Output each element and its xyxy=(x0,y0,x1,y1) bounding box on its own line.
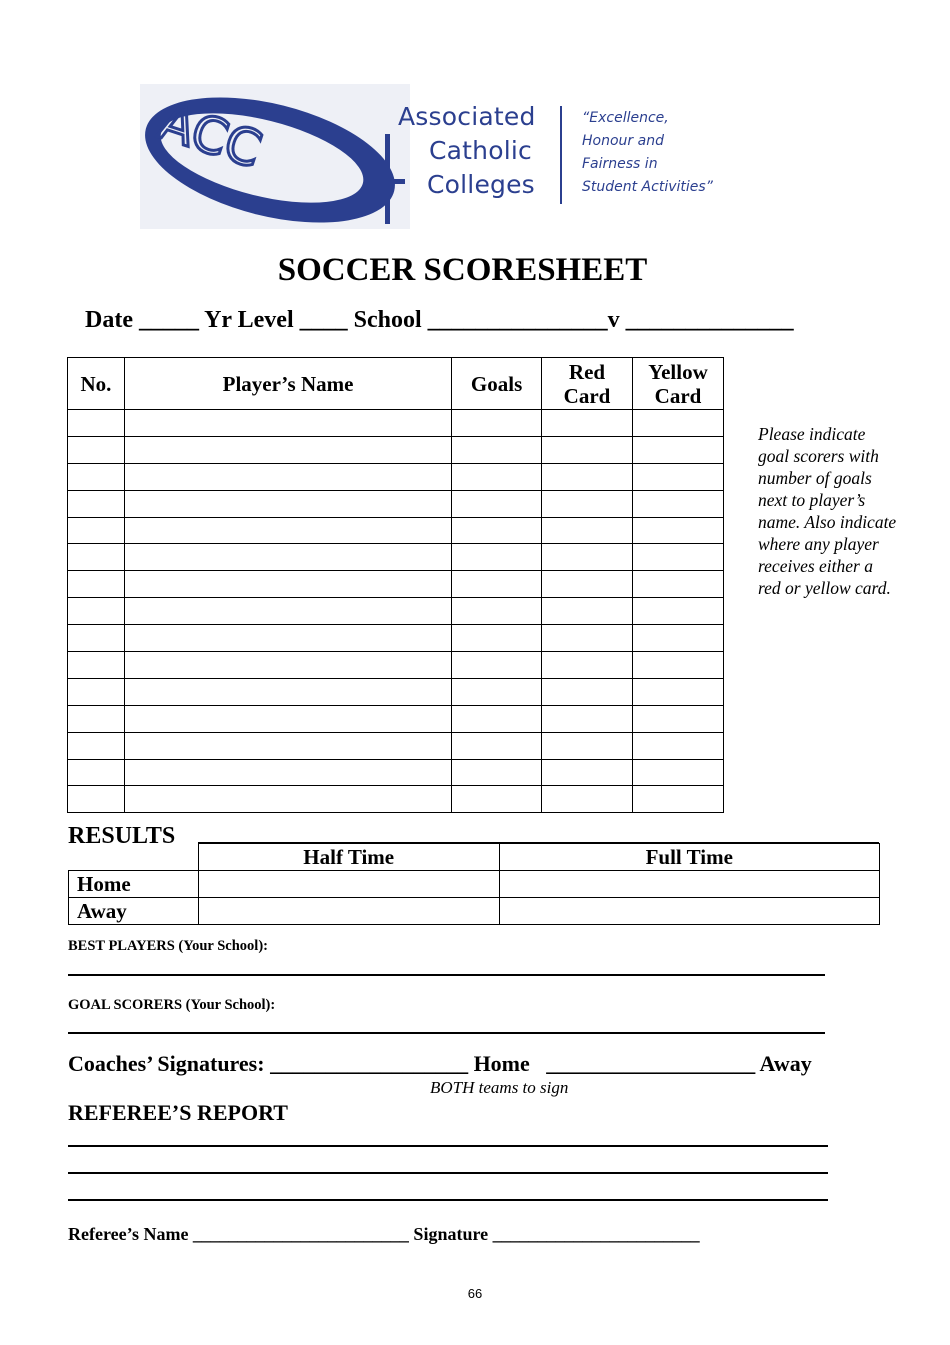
org-name-line-2: Catholic xyxy=(429,136,532,165)
player-name-cell[interactable] xyxy=(124,678,451,705)
player-number-cell[interactable] xyxy=(68,544,125,571)
player-table xyxy=(67,357,724,813)
player-number-cell[interactable] xyxy=(68,759,125,786)
row-label-away: Away xyxy=(69,898,199,925)
col-header-yellow-card: Yellow Card xyxy=(633,358,724,410)
home-full-time-cell[interactable] xyxy=(499,871,880,898)
player-row xyxy=(68,732,724,759)
goals-cell[interactable] xyxy=(452,759,542,786)
yellow-card-cell[interactable] xyxy=(633,436,724,463)
motto-line-1: “Excellence, xyxy=(582,110,669,126)
motto-line-4: Student Activities” xyxy=(582,179,713,195)
page-title: SOCCER SCORESHEET xyxy=(277,252,648,288)
player-number-cell[interactable] xyxy=(68,705,125,732)
player-row xyxy=(68,705,724,732)
goals-cell[interactable] xyxy=(452,625,542,652)
player-row xyxy=(68,490,724,517)
player-name-cell[interactable] xyxy=(124,705,451,732)
acc-monogram-icon xyxy=(140,84,410,229)
player-row xyxy=(68,544,724,571)
red-card-cell[interactable] xyxy=(542,436,633,463)
best-players-label: BEST PLAYERS (Your School): xyxy=(68,938,268,954)
red-card-cell[interactable] xyxy=(542,463,633,490)
goals-cell[interactable] xyxy=(452,544,542,571)
logo-divider xyxy=(560,106,562,204)
org-name-line-3: Colleges xyxy=(427,170,535,199)
results-table xyxy=(68,843,880,925)
red-card-cell[interactable] xyxy=(542,598,633,625)
player-name-cell[interactable] xyxy=(124,571,451,598)
player-number-cell[interactable] xyxy=(68,652,125,679)
player-row xyxy=(68,625,724,652)
player-number-cell[interactable] xyxy=(68,463,125,490)
player-name-cell[interactable] xyxy=(124,625,451,652)
col-header-player-name: Player’s Name xyxy=(124,358,451,410)
yellow-card-cell[interactable] xyxy=(633,625,724,652)
player-number-cell[interactable] xyxy=(68,517,125,544)
goals-cell[interactable] xyxy=(452,571,542,598)
player-rows xyxy=(68,410,724,813)
yellow-card-cell[interactable] xyxy=(633,463,724,490)
yellow-card-cell[interactable] xyxy=(633,786,724,813)
results-row-home xyxy=(69,871,880,898)
yellow-card-cell[interactable] xyxy=(633,490,724,517)
referee-report-line-2[interactable] xyxy=(68,1172,828,1174)
yellow-card-cell[interactable] xyxy=(633,759,724,786)
player-row xyxy=(68,517,724,544)
player-name-cell[interactable] xyxy=(124,759,451,786)
col-header-half-time: Half Time xyxy=(198,844,499,871)
row-label-home: Home xyxy=(69,871,199,898)
acc-logo xyxy=(140,84,720,229)
player-name-cell[interactable] xyxy=(124,436,451,463)
results-corner xyxy=(69,844,199,871)
yellow-card-cell[interactable] xyxy=(633,705,724,732)
results-row-away xyxy=(69,898,880,925)
red-card-cell[interactable] xyxy=(542,705,633,732)
away-half-time-cell[interactable] xyxy=(198,898,499,925)
red-card-cell[interactable] xyxy=(542,786,633,813)
goal-scorers-line[interactable] xyxy=(68,1032,825,1034)
goals-cell[interactable] xyxy=(452,732,542,759)
motto-line-3: Fairness in xyxy=(582,156,658,172)
referee-report-heading: REFEREE’S REPORT xyxy=(68,1100,288,1125)
player-name-cell[interactable] xyxy=(124,544,451,571)
match-info-line[interactable]: Date _____ Yr Level ____ School _______________v ______________ xyxy=(85,307,794,333)
player-number-cell[interactable] xyxy=(68,732,125,759)
goals-cell[interactable] xyxy=(452,652,542,679)
motto-line-2: Honour and xyxy=(582,133,664,149)
player-number-cell[interactable] xyxy=(68,436,125,463)
yellow-card-cell[interactable] xyxy=(633,678,724,705)
instructions-note: Please indicate goal scorers with number of goals next to player’s name. Also indicate where any player receives either a red or yellow card. xyxy=(758,424,897,598)
both-teams-note: BOTH teams to sign xyxy=(430,1078,569,1097)
player-row xyxy=(68,410,724,437)
goals-cell[interactable] xyxy=(452,463,542,490)
player-name-cell[interactable] xyxy=(124,786,451,813)
player-name-cell[interactable] xyxy=(124,490,451,517)
player-number-cell[interactable] xyxy=(68,490,125,517)
player-name-cell[interactable] xyxy=(124,463,451,490)
goals-cell[interactable] xyxy=(452,517,542,544)
player-name-cell[interactable] xyxy=(124,652,451,679)
player-row xyxy=(68,571,724,598)
red-card-cell[interactable] xyxy=(542,678,633,705)
player-table-header-row xyxy=(68,358,724,410)
goals-cell[interactable] xyxy=(452,598,542,625)
yellow-card-cell[interactable] xyxy=(633,517,724,544)
svg-text:ACC: ACC xyxy=(152,92,269,180)
col-header-no: No. xyxy=(68,358,125,410)
red-card-cell[interactable] xyxy=(542,517,633,544)
yellow-card-cell[interactable] xyxy=(633,598,724,625)
goals-cell[interactable] xyxy=(452,786,542,813)
referee-report-line-3[interactable] xyxy=(68,1199,828,1201)
yellow-card-cell[interactable] xyxy=(633,544,724,571)
red-card-cell[interactable] xyxy=(542,759,633,786)
player-name-cell[interactable] xyxy=(124,410,451,437)
col-header-goals: Goals xyxy=(452,358,542,410)
red-card-cell[interactable] xyxy=(542,571,633,598)
yellow-card-cell[interactable] xyxy=(633,410,724,437)
results-heading: RESULTS xyxy=(68,823,176,849)
col-header-full-time: Full Time xyxy=(499,844,880,871)
home-half-time-cell[interactable] xyxy=(198,871,499,898)
referee-name-signature-line[interactable]: Referee’s Name ________________________ Signature _______________________ xyxy=(68,1224,700,1244)
player-row xyxy=(68,759,724,786)
yellow-card-cell[interactable] xyxy=(633,571,724,598)
player-name-cell[interactable] xyxy=(124,732,451,759)
coaches-signatures-line[interactable]: Coaches’ Signatures: __________________ Home ___________________ Away xyxy=(68,1051,812,1076)
yellow-card-cell[interactable] xyxy=(633,652,724,679)
player-number-cell[interactable] xyxy=(68,598,125,625)
red-card-cell[interactable] xyxy=(542,490,633,517)
player-name-cell[interactable] xyxy=(124,517,451,544)
player-number-cell[interactable] xyxy=(68,786,125,813)
player-row xyxy=(68,598,724,625)
col-header-red-card: Red Card xyxy=(542,358,633,410)
goals-cell[interactable] xyxy=(452,490,542,517)
red-card-cell[interactable] xyxy=(542,544,633,571)
red-card-cell[interactable] xyxy=(542,625,633,652)
away-full-time-cell[interactable] xyxy=(499,898,880,925)
player-number-cell[interactable] xyxy=(68,625,125,652)
player-row xyxy=(68,652,724,679)
org-name-line-1: Associated xyxy=(398,102,536,131)
player-number-cell[interactable] xyxy=(68,678,125,705)
goals-cell[interactable] xyxy=(452,678,542,705)
red-card-cell[interactable] xyxy=(542,652,633,679)
goals-cell[interactable] xyxy=(452,705,542,732)
player-number-cell[interactable] xyxy=(68,571,125,598)
red-card-cell[interactable] xyxy=(542,410,633,437)
goals-cell[interactable] xyxy=(452,410,542,437)
player-number-cell[interactable] xyxy=(68,410,125,437)
goal-scorers-label: GOAL SCORERS (Your School): xyxy=(68,997,276,1013)
player-row xyxy=(68,463,724,490)
referee-report-line-1[interactable] xyxy=(68,1145,828,1147)
player-row xyxy=(68,436,724,463)
goals-cell[interactable] xyxy=(452,436,542,463)
results-header-row xyxy=(69,844,880,871)
yellow-card-cell[interactable] xyxy=(633,732,724,759)
player-row xyxy=(68,786,724,813)
player-name-cell[interactable] xyxy=(124,598,451,625)
red-card-cell[interactable] xyxy=(542,732,633,759)
page-number: 66 xyxy=(467,1286,483,1301)
player-row xyxy=(68,678,724,705)
best-players-line[interactable] xyxy=(68,974,825,976)
